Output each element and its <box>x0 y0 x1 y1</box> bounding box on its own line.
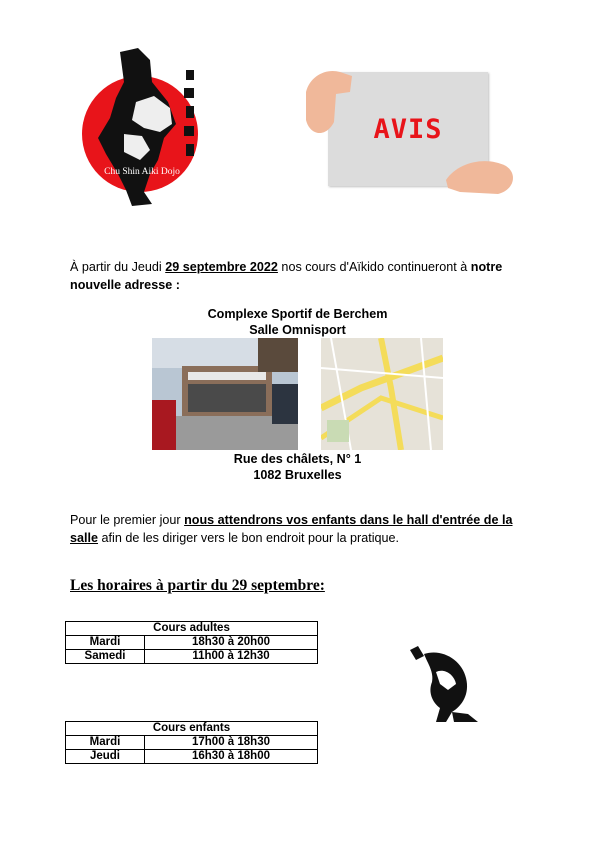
building-photo <box>152 338 298 450</box>
avis-label: AVIS <box>373 113 443 145</box>
hands-icon <box>300 62 518 202</box>
table-row <box>66 750 318 764</box>
adults-table-title: Cours adultes <box>66 622 318 636</box>
kids-table-title: Cours enfants <box>66 722 318 736</box>
time-cell: 16h30 à 18h00 <box>145 750 318 764</box>
intro-text-1: À partir du Jeudi <box>70 260 166 274</box>
intro-new-address: notre nouvelle adresse : <box>70 260 503 292</box>
location-map <box>321 338 443 450</box>
venue-street: Rue des châlets, N° 1 <box>233 452 362 466</box>
schedule-heading: Les horaires à partir du 29 septembre: <box>70 577 325 594</box>
venue-hall: Salle Omnisport <box>249 323 346 337</box>
dojo-logo <box>80 42 212 210</box>
venue-name: Complexe Sportif de Berchem <box>207 307 388 321</box>
notice-text-1: Pour le premier jour <box>70 513 185 527</box>
table-row <box>66 636 318 650</box>
table-row <box>66 650 318 664</box>
day-cell: Samedi <box>66 650 145 664</box>
notice-emphasis: nous attendrons vos enfants dans le hall d'entrée de la salle <box>70 513 513 545</box>
notice-paragraph <box>70 511 530 547</box>
time-cell: 17h00 à 18h30 <box>145 736 318 750</box>
adults-schedule-table <box>65 621 318 664</box>
intro-text-2: nos cours d'Aïkido continueront à <box>277 260 471 274</box>
notice-text-2: afin de les diriger vers le bon endroit pour la pratique. <box>98 531 400 545</box>
venue-city: 1082 Bruxelles <box>253 468 342 482</box>
day-cell: Jeudi <box>66 750 145 764</box>
aikidoka-illustration <box>402 642 486 726</box>
day-cell: Mardi <box>66 636 145 650</box>
intro-paragraph <box>70 258 530 294</box>
avis-sign <box>300 62 518 202</box>
table-row <box>66 736 318 750</box>
kids-schedule-table <box>65 721 318 764</box>
day-cell: Mardi <box>66 736 145 750</box>
time-cell: 11h00 à 12h30 <box>145 650 318 664</box>
logo-caption: Chu Shin Aiki Dojo <box>104 167 180 177</box>
time-cell: 18h30 à 20h00 <box>145 636 318 650</box>
intro-date: 29 septembre 2022 <box>165 260 278 274</box>
